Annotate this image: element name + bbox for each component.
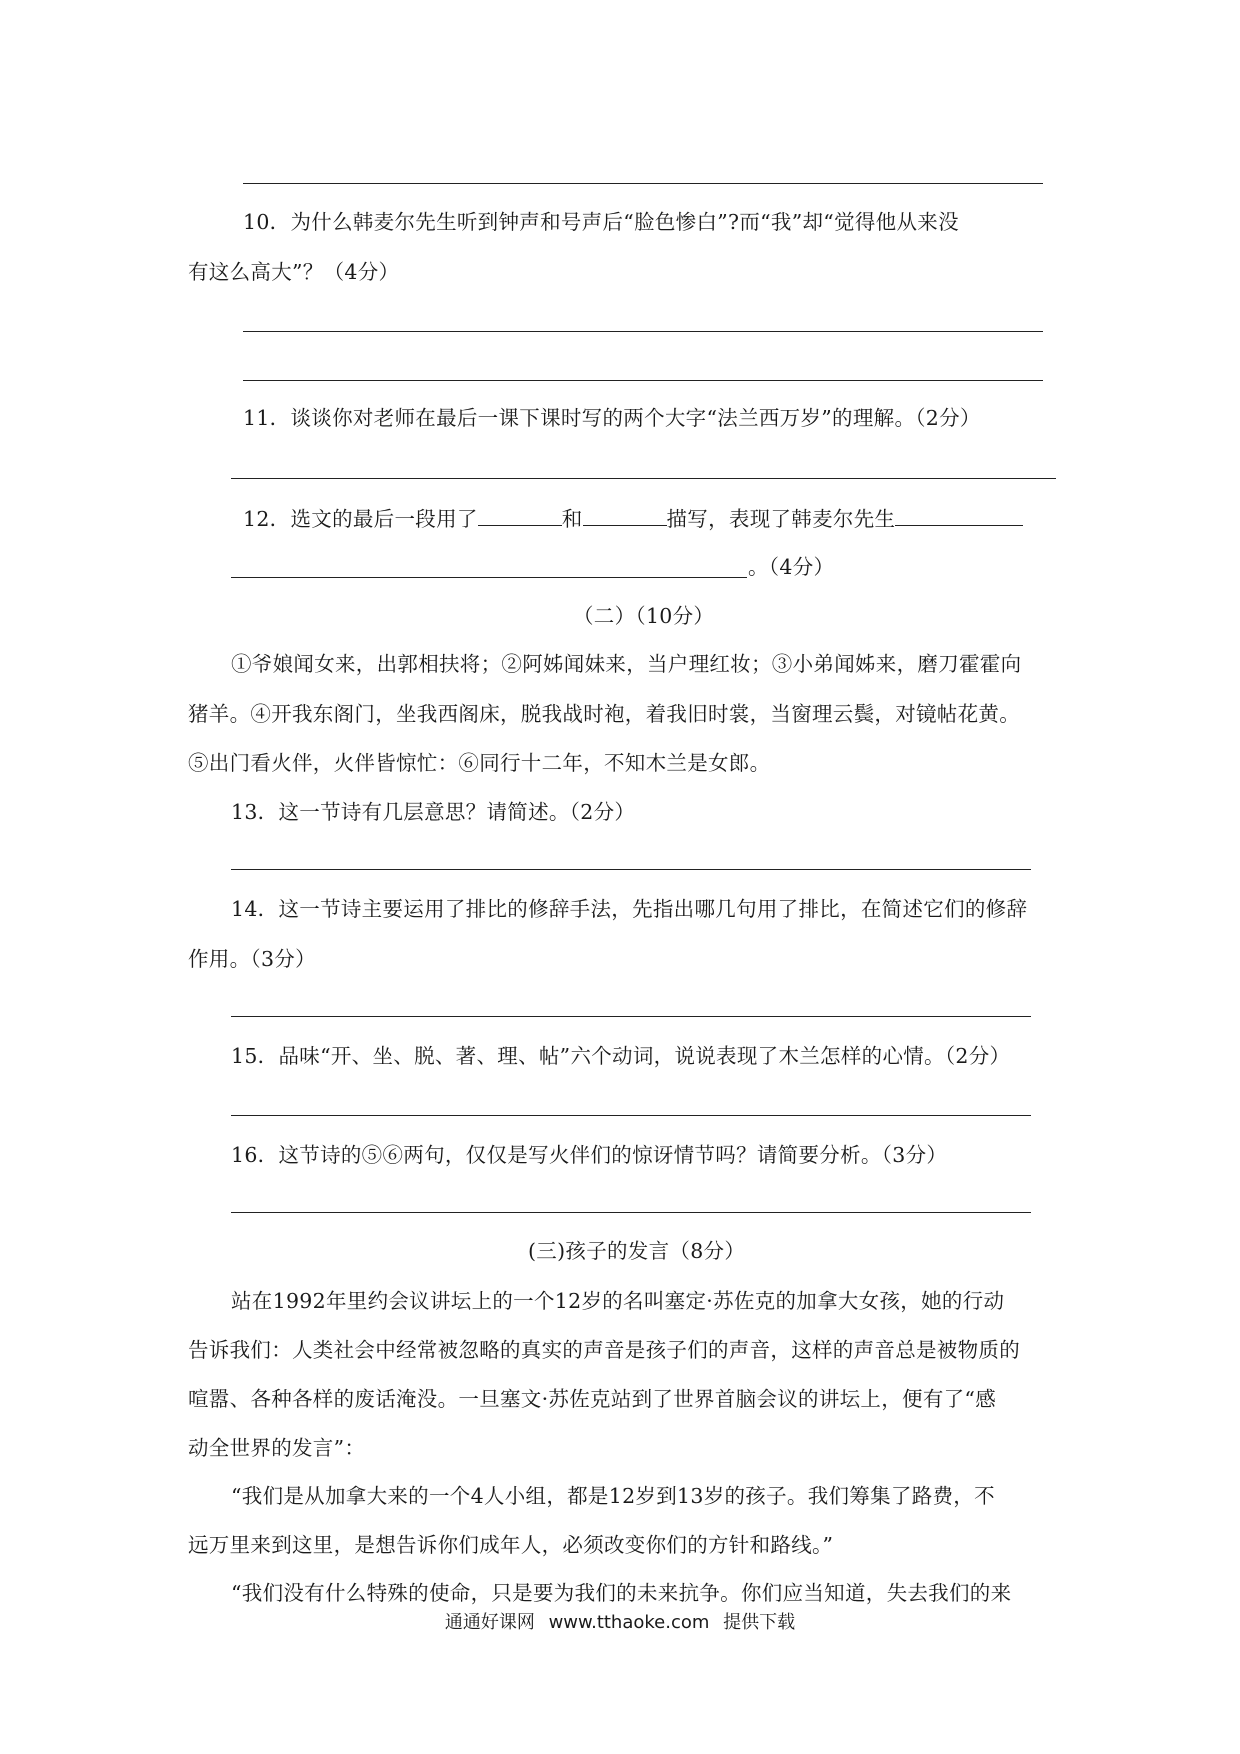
question-12-line-1 [243,505,1023,533]
question-14-line-2: 作用。（3分） [188,947,316,971]
poem-line: ①爷娘闻女来，出郭相扶将；②阿姊闻妹来，当户理红妆；③小弟闻姊来，磨刀霍霍向 [231,652,1022,676]
section-3-heading: (三)孩子的发言（8分） [528,1239,746,1263]
fill-blank[interactable] [478,505,562,526]
question-16: 16．这节诗的⑤⑥两句，仅仅是写火伴们的惊讶情节吗？请简要分析。（3分） [231,1143,948,1167]
answer-line[interactable] [243,380,1043,381]
fill-blank[interactable] [583,505,667,526]
section-2-heading: （二）（10分） [573,604,715,628]
poem-line: 猪羊。④开我东阁门，坐我西阁床，脱我战时袍，着我旧时裳，当窗理云鬓，对镜帖花黄。 [188,702,1020,726]
footer-url[interactable]: www.tthaoke.com [548,1612,710,1633]
question-12-desc: 描写，表现了韩麦尔先生 [666,507,896,531]
paragraph-line: 动全世界的发言”： [188,1436,366,1460]
question-13: 13．这一节诗有几层意思？请简述。（2分） [231,800,636,824]
paragraph-line: 远万里来到这里，是想告诉你们成年人，必须改变你们的方针和路线。” [188,1533,834,1557]
answer-line[interactable] [231,1115,1031,1116]
fill-blank-long[interactable] [231,577,747,578]
question-14-line-1: 14．这一节诗主要运用了排比的修辞手法，先指出哪几句用了排比，在简述它们的修辞 [231,897,1028,921]
answer-line[interactable] [243,183,1043,184]
question-10-line-1: 10．为什么韩麦尔先生听到钟声和号声后“脸色惨白”?而“我”却“觉得他从来没 [243,210,959,234]
paragraph-line: 告诉我们：人类社会中经常被忽略的真实的声音是孩子们的声音，这样的声音总是被物质的 [188,1338,1020,1362]
paragraph-line: “我们没有什么特殊的使命，只是要为我们的未来抗争。你们应当知道，失去我们的来 [231,1581,1012,1605]
paragraph-line: 站在1992年里约会议讲坛上的一个12岁的名叫塞定·苏佐克的加拿大女孩，她的行动 [231,1289,1005,1313]
footer-site-name: 通通好课网 [444,1612,535,1633]
question-10-line-2: 有这么高大”？（4分） [188,260,400,284]
fill-blank[interactable] [895,505,1023,526]
answer-line[interactable] [231,869,1031,870]
page-footer [0,1608,1240,1634]
question-11: 11．谈谈你对老师在最后一课下课时写的两个大字“法兰西万岁”的理解。（2分） [243,406,981,430]
poem-line: ⑤出门看火伴，火伴皆惊忙：⑥同行十二年，不知木兰是女郎。 [188,751,771,775]
question-15: 15．品味“开、坐、脱、著、理、帖”六个动词，说说表现了木兰怎样的心情。（2分） [231,1044,1011,1068]
footer-suffix: 提供下载 [723,1612,796,1633]
answer-line[interactable] [231,478,1056,479]
answer-line[interactable] [243,331,1043,332]
question-12-suffix: 。（4分） [748,555,835,579]
answer-line[interactable] [231,1016,1031,1017]
paragraph-line: 喧嚣、各种各样的废话淹没。一旦塞文·苏佐克站到了世界首脑会议的讲坛上，便有了“感 [188,1387,996,1411]
answer-line[interactable] [231,1212,1031,1213]
question-12-prefix: 12．选文的最后一段用了 [243,507,478,531]
question-12-and: 和 [561,507,583,531]
paragraph-line: “我们是从加拿大来的一个4人小组，都是12岁到13岁的孩子。我们筹集了路费，不 [231,1484,995,1508]
